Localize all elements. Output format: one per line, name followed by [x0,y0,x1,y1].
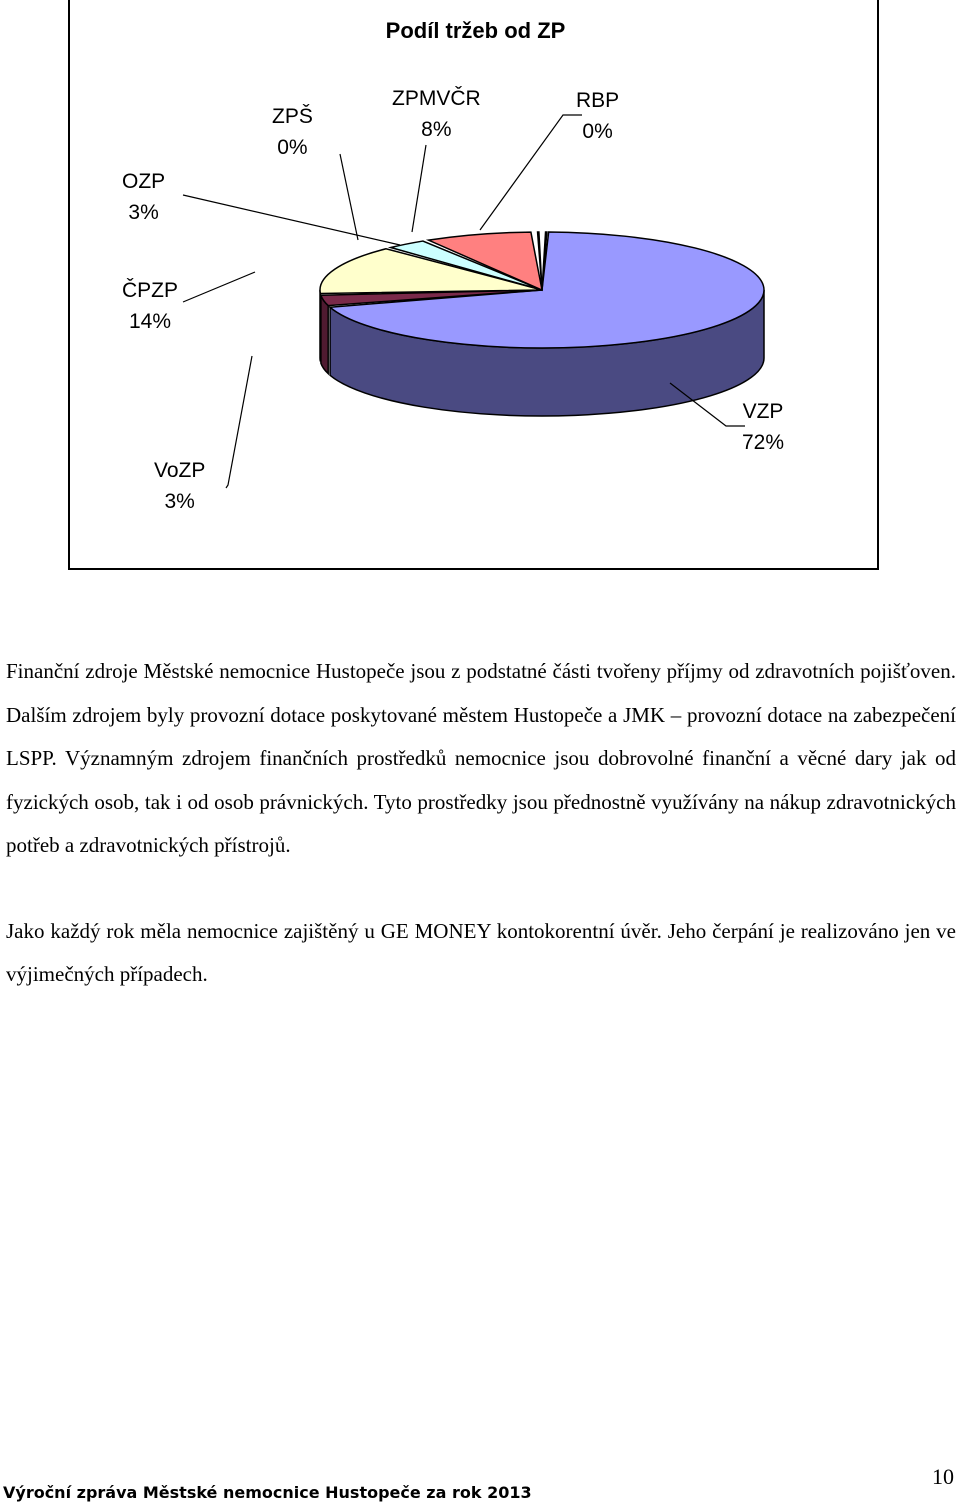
label-vzp-pct: 72% [742,431,785,454]
body-text [6,650,956,997]
leader-zps [340,154,358,240]
pie-side-vozp [321,295,328,373]
leader-vozp [226,356,252,488]
label-ozp-pct: 3% [128,201,159,224]
leader-zpmvcr [412,145,426,232]
footer-title: Výroční zpráva Městské nemocnice Hustopeče za rok 2013 [3,1483,532,1502]
label-ozp-name: OZP [122,170,166,193]
label-zpmvcr [392,83,481,145]
label-vzp-name: VZP [742,400,784,423]
label-rbp [576,85,619,147]
paragraph-credit: Jako každý rok měla nemocnice zajištěný u GE MONEY kontokorentní úvěr. Jeho čerpání je realizováno jen ve výjimečných případech. [6,918,956,986]
chart-title: Podíl tržeb od ZP [385,18,566,43]
label-vozp-pct: 3% [164,490,195,513]
label-cpzp [122,275,178,337]
leader-rbp [480,115,582,230]
label-zps-name: ZPŠ [272,105,313,128]
leader-cpzp [183,272,255,302]
label-zps [272,101,313,163]
label-rbp-pct: 0% [582,120,613,143]
label-cpzp-pct: 14% [128,310,172,333]
pie-chart [68,0,879,570]
page-number: 10 [932,1464,954,1489]
label-rbp-name: RBP [576,89,620,112]
paragraph-financial-sources: Finanční zdroje Městské nemocnice Hustopeče jsou z podstatné části tvořeny příjmy od zdravotních pojišťoven. Dalším zdrojem byly provozní dotace poskytované městem Hustopeče a JMK – provozní dotace na zabezpečení LSPP. Významným zdrojem finančních prostředků nemocnice jsou dobrovolné finanční a věcné dary jak od fyzických osob, tak i od osob právnických. Tyto prostředky jsou přednostně využívány na nákup zdravotnických potřeb a zdravotnických přístrojů. [6,659,956,857]
label-vozp-name: VoZP [154,459,206,482]
leader-ozp [183,195,400,245]
label-zps-pct: 0% [277,136,308,159]
label-ozp [122,166,165,228]
label-zpmvcr-name: ZPMVČR [392,87,481,110]
label-vzp [742,396,784,458]
label-vozp [154,455,205,517]
label-zpmvcr-pct: 8% [421,118,452,141]
label-cpzp-name: ČPZP [122,279,179,302]
